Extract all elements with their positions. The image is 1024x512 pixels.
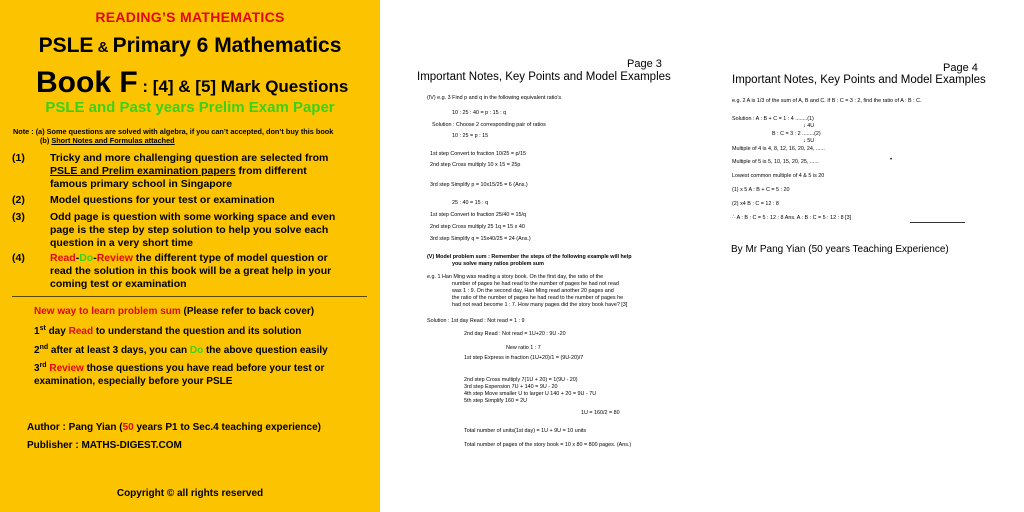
copyright: Copyright © all rights reserved [116, 488, 264, 499]
feature-item-2: (2) Model questions for your test or examination [12, 194, 275, 206]
feature-item-3: (3) Odd page is question with some working space and even page is the step by step solution to help you solve each question in a very short time [12, 211, 336, 249]
text-line: Lowest common multiple of 4 & 5 is 20 [732, 173, 825, 179]
text-line: ↓ 4U [803, 123, 815, 129]
text-line: Solution : 1st day Read : Not read = 1 : 9 [427, 318, 525, 324]
text-line: e.g. 1 Han Ming was reading a story book. On the first day, the ratio of the [427, 274, 604, 280]
text-line: New ratio 1 : 7 [506, 345, 541, 351]
page-3 [380, 0, 698, 512]
page-number: Page 4 [943, 62, 978, 74]
feature-item-4: (4) Read-Do-Review the different type of model question or read the solution in this book will be a great help in your coming test or examination [12, 252, 332, 290]
note-b: (b) Short Notes and Formulas attached [40, 136, 175, 145]
text-line: was 1 : 9. On the second day, Han Ming read another 20 pages and [452, 288, 614, 294]
page-4 [700, 0, 1024, 512]
text-line: ↓ 5U [803, 138, 815, 144]
text-line: (2) x4 B : C = 12 : 8 [732, 201, 779, 207]
text-line: ∴ A : B : C = 5 : 12 : 8 Ans. A : B : C = 5 : 12 : 8 [3] [732, 215, 852, 221]
note-a: Note : (a) Some questions are solved with algebra, if you can’t accepted, don’t buy this book [13, 127, 334, 136]
text-line: 2nd day Read : Not read = 1U+20 : 9U -20 [464, 331, 566, 337]
scan-dot: • [890, 157, 893, 163]
author-line: By Mr Pang Yian (50 years Teaching Experience) [731, 244, 949, 255]
page-number: Page 3 [627, 58, 662, 70]
text-line: 3rd step Simplify p = 10x15/25 = 6 (Ans.) [430, 182, 528, 188]
text-line: 1U = 160/2 = 80 [581, 410, 620, 416]
text-line: you solve many ratios problem sum [452, 261, 544, 267]
text-line: 1st step Convert to fraction 25/40 = 15/q [430, 212, 527, 218]
text-line: Multiple of 5 is 5, 10, 15, 20, 25, ...... [732, 159, 819, 165]
learning-step-2: 2nd after at least 3 days, you can Do the above question easily [34, 344, 328, 356]
text-line: 2nd step Cross multiply 10 x 15 = 25p [430, 162, 521, 168]
text-line: 10 : 25 : 40 = p : 15 : q [452, 110, 507, 116]
text-line: number of pages he had read to the number of pages he had not read [452, 281, 619, 287]
book-title: PSLE & Primary 6 Mathematics [38, 34, 342, 57]
text-line: 4th step Move smaller U to larger U 140 + 20 = 9U - 7U [464, 391, 597, 397]
text-line: 2nd step Cross multiply 7(1U + 20) = 1(9U - 20) [464, 377, 578, 383]
text-line: B : C = 3 : 2 ........(2) [772, 131, 821, 137]
text-line: 10 : 25 = p : 15 [452, 133, 489, 139]
text-line: 1st step Express in fraction (1U+20)/1 = (9U-20)/7 [464, 355, 584, 361]
text-line: Multiple of 4 is 4, 8, 12, 16, 20, 24, ...... [732, 146, 825, 152]
page-heading: Important Notes, Key Points and Model Examples [732, 74, 986, 86]
text-line: 25 : 40 = 15 : q [452, 200, 489, 206]
text-line: (V) Model problem sum : Remember the steps of the following example will help [427, 254, 632, 260]
book-subtitle: PSLE and Past years Prelim Exam Paper [45, 99, 335, 116]
series-title: READING’S MATHEMATICS [95, 9, 285, 25]
text-line: 3rd step Expension 7U + 140 = 9U - 20 [464, 384, 558, 390]
text-line: (IV) e.g. 3 Find p and q in the following equivalent ratio's [427, 95, 562, 101]
new-way-heading: New way to learn problem sum (Please refer to back cover) [34, 306, 315, 317]
publisher-line: Publisher : MATHS-DIGEST.COM [27, 440, 182, 451]
author-line: Author : Pang Yian (50 years P1 to Sec.4 teaching experience) [27, 422, 322, 433]
text-line: 1st step Convert to fraction 10/25 = p/15 [430, 151, 527, 157]
text-line: Solution : A : B + C = 1 : 4 ........(1) [732, 116, 814, 122]
text-line: (1) x 5 A : B + C = 5 : 20 [732, 187, 790, 193]
page-heading: Important Notes, Key Points and Model Examples [417, 71, 671, 83]
answer-underline [910, 222, 965, 223]
text-line: Total number of units(1st day) = 1U + 9U = 10 units [464, 428, 587, 434]
book-cover [0, 0, 380, 512]
text-line: 3rd step Simplify q = 15x40/25 = 24 (Ans.) [430, 236, 531, 242]
feature-item-1: (1) Tricky and more challenging question are selected from PSLE and Prelim examination papers from different famous primary school in Singapore [12, 152, 329, 190]
text-line: had not read become 1 : 7. How many pages did the story book have? [3] [452, 302, 628, 308]
divider [12, 296, 367, 297]
text-line: 2nd step Cross multiply 25 1q = 15 x 40 [430, 224, 525, 230]
learning-step-3: 3rd Review those questions you have read before your test or examination, especially before your PSLE [34, 362, 325, 387]
text-line: Total number of pages of the story book = 10 x 80 = 800 pages. (Ans.) [464, 442, 632, 448]
text-line: e.g. 2 A is 1/3 of the sum of A, B and C. If B : C = 3 : 2, find the ratio of A : B : C. [732, 98, 922, 104]
text-line: 5th step Simplify 160 = 2U [464, 398, 528, 404]
text-line: Solution : Choose 2 corresponding pair of ratios [432, 122, 546, 128]
learning-step-1: 1st day Read to understand the question and its solution [34, 325, 302, 337]
book-volume: Book F : [4] & [5] Mark Questions [36, 66, 349, 99]
text-line: the ratio of the number of pages he had read to the number of pages he [452, 295, 624, 301]
